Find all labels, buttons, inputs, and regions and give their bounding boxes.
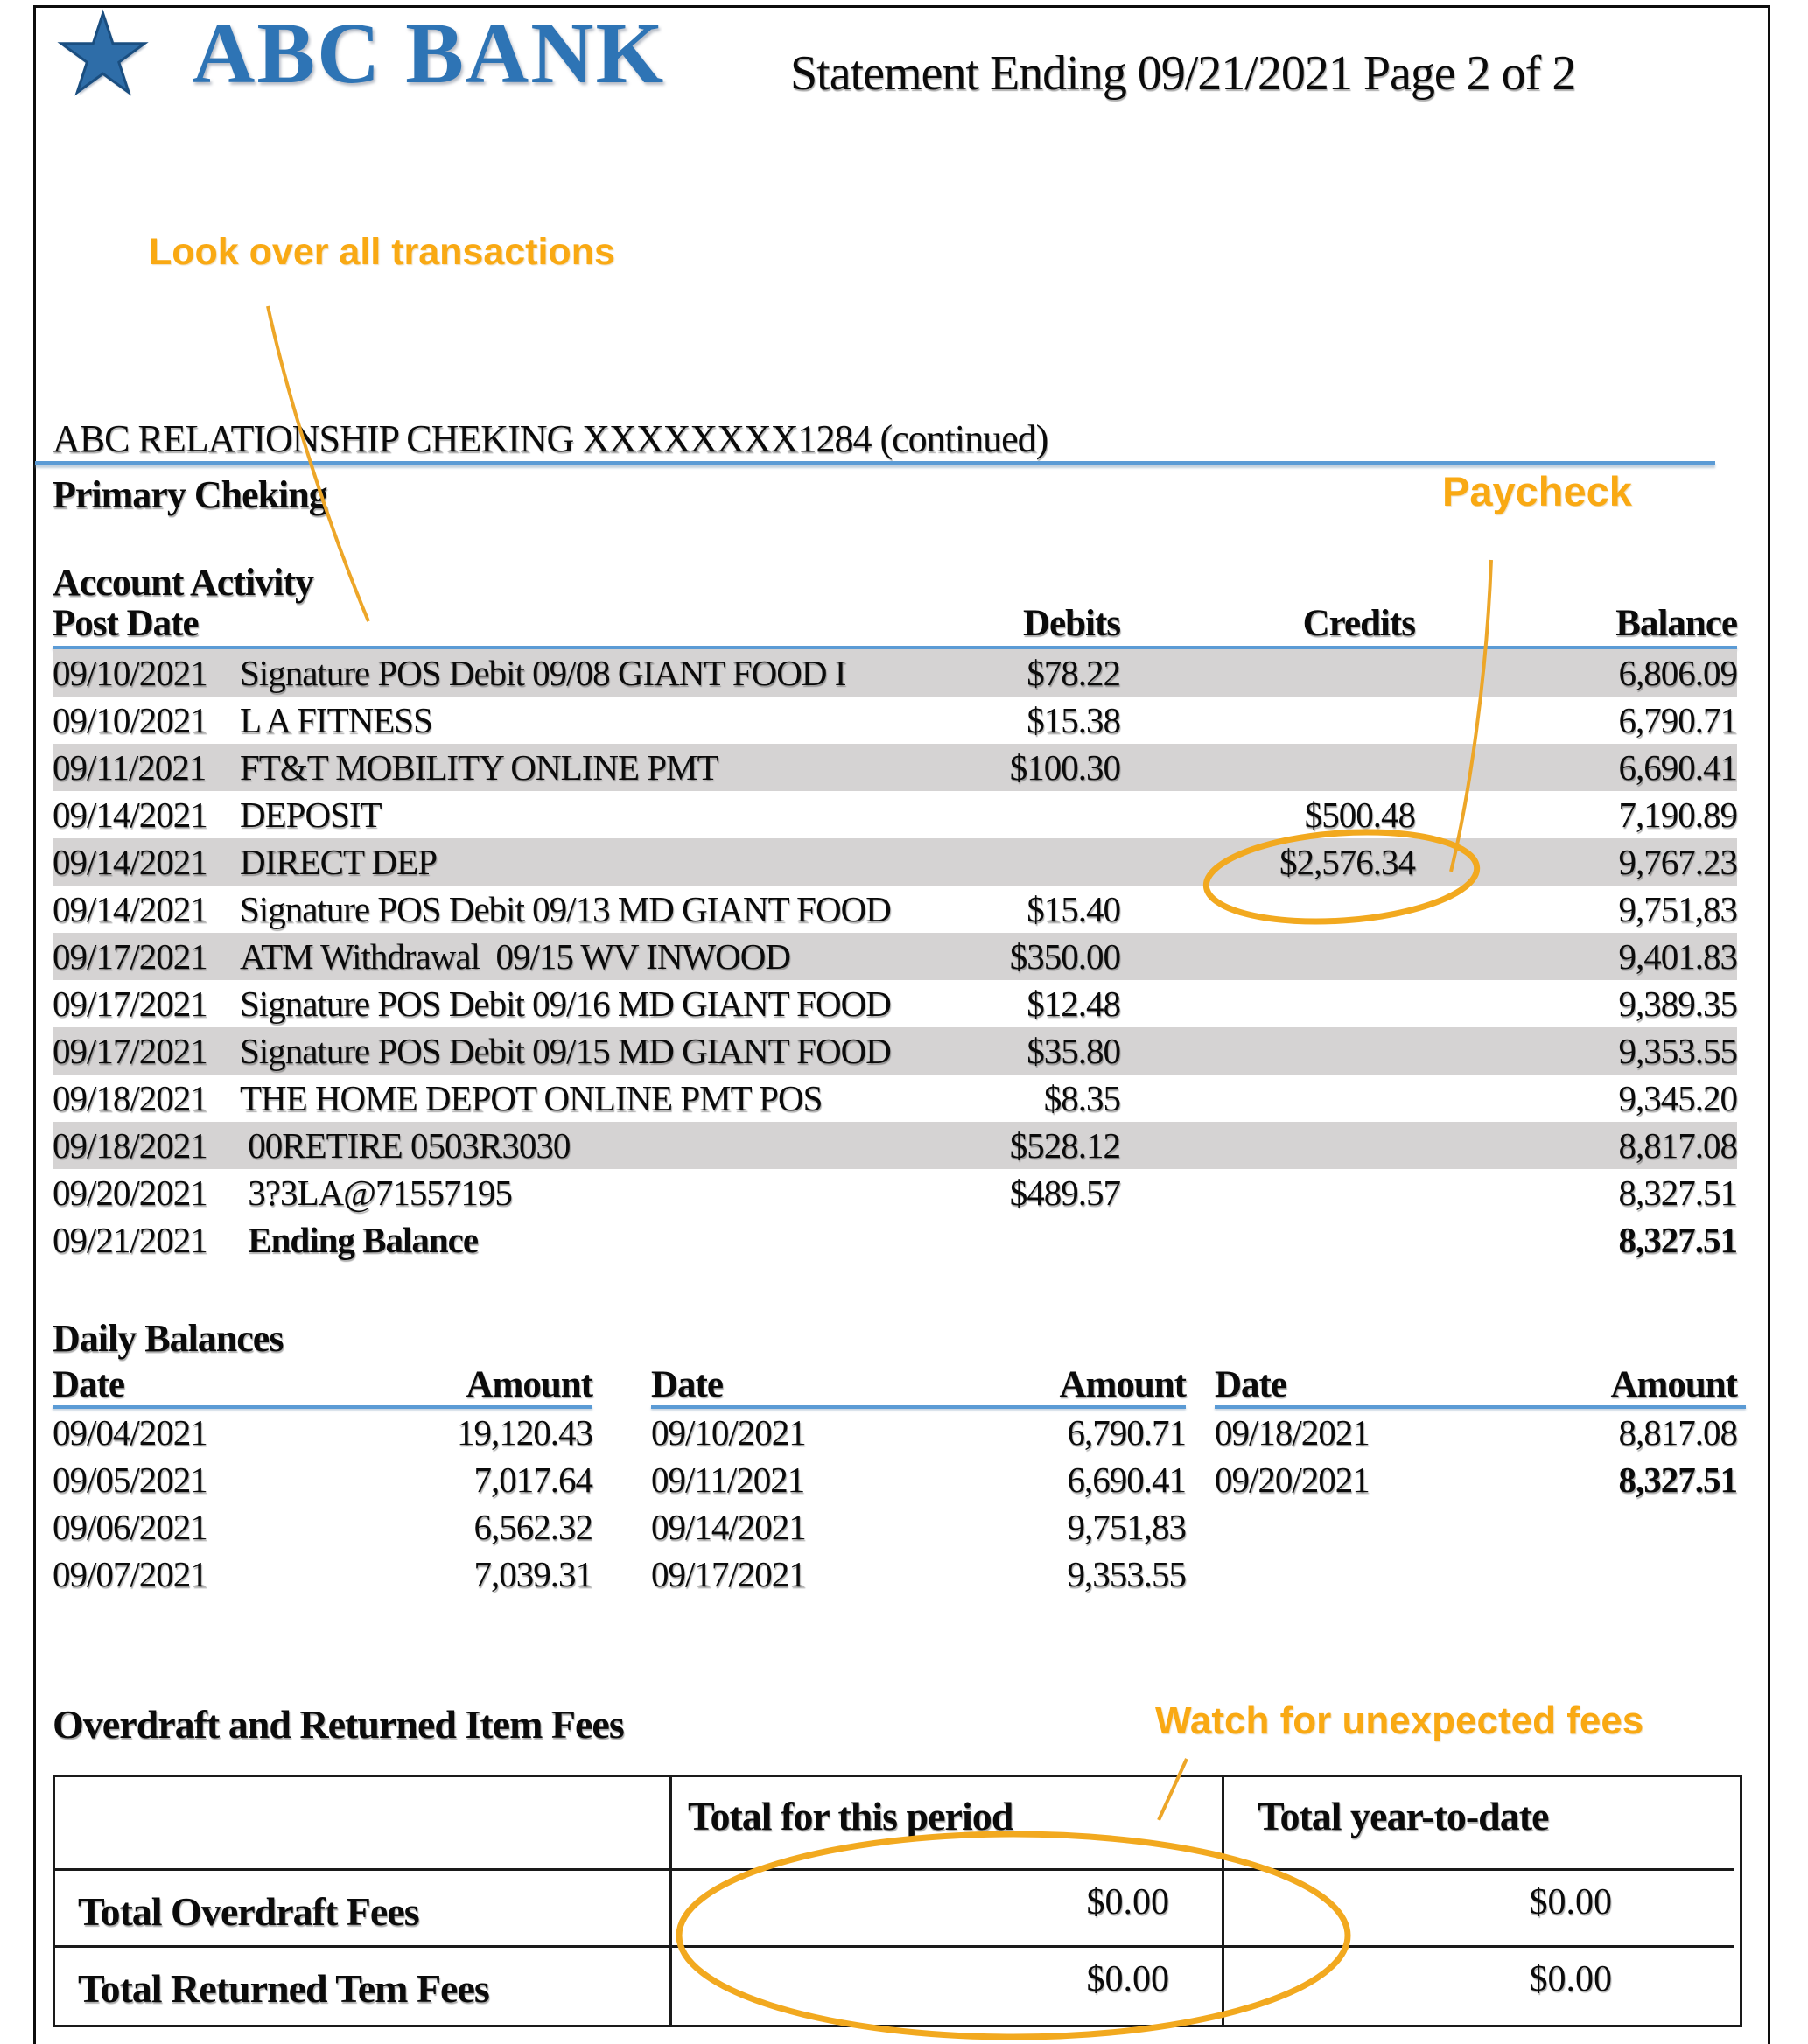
fees-table [53, 1774, 1742, 2027]
fees-header-empty [55, 1777, 669, 1868]
db-cell-date: 09/05/2021 [53, 1460, 207, 1500]
daily-balances-title: Daily Balances [53, 1317, 284, 1360]
table-row [53, 933, 1737, 980]
cell-balance: 6,790.71 [1618, 700, 1737, 740]
table-row [53, 886, 1737, 933]
db-cell-date: 09/14/2021 [651, 1507, 806, 1547]
cell-balance: 6,806.09 [1618, 653, 1737, 693]
activity-rows [53, 649, 1737, 1264]
fees-header-period: Total for this period [669, 1777, 1222, 1868]
db-cell-amount: 7,039.31 [473, 1554, 592, 1594]
cell-credits: $2,576.34 [1279, 842, 1415, 882]
cell-description: DIRECT DEP [240, 842, 438, 882]
table-row [53, 1074, 1737, 1122]
cell-debits: $12.48 [1027, 984, 1120, 1024]
daily-balances-header-row [53, 1365, 1737, 1405]
db-cell-date: 09/18/2021 [1215, 1412, 1370, 1452]
daily-balances-table [53, 1365, 1737, 1598]
cell-post-date: 09/10/2021 [53, 653, 207, 693]
cell-balance: 7,190.89 [1618, 794, 1737, 835]
cell-description: Signature POS Debit 09/16 MD GIANT FOOD [240, 984, 891, 1024]
cell-debits: $350.00 [1009, 936, 1120, 976]
db-cell-amount: 6,690.41 [1067, 1460, 1186, 1500]
db-cell-date: 09/06/2021 [53, 1507, 207, 1547]
cell-description: 00RETIRE 0503R3030 [240, 1125, 571, 1166]
cell-debits: $489.57 [1009, 1172, 1120, 1213]
statement-title: Statement Ending 09/21/2021 Page 2 of 2 [790, 46, 1576, 101]
daily-balance-row [53, 1503, 1737, 1550]
fees-row-ytd-value: $0.00 [1222, 1945, 1734, 2025]
cell-description: Signature POS Debit 09/08 GIANT FOOD I [240, 653, 846, 693]
account-divider-rule [35, 461, 1715, 466]
cell-post-date: 09/11/2021 [53, 747, 207, 788]
annotation-fees: Watch for unexpected fees [1155, 1699, 1644, 1742]
db-header-date-1: Date [53, 1364, 124, 1405]
fees-row-period-value: $0.00 [669, 1868, 1222, 1945]
fees-row-ytd-value: $0.00 [1222, 1868, 1734, 1945]
table-row [53, 1122, 1737, 1169]
fees-title: Overdraft and Returned Item Fees [53, 1702, 624, 1746]
cell-debits: $15.38 [1027, 700, 1120, 740]
cell-description: L A FITNESS [240, 700, 432, 740]
cell-post-date: 09/18/2021 [53, 1125, 207, 1166]
cell-description: Ending Balance [240, 1220, 479, 1260]
table-row [53, 696, 1737, 744]
table-row [53, 744, 1737, 791]
daily-balance-row [53, 1550, 1737, 1598]
db-cell-amount: 8,327.51 [1618, 1460, 1737, 1500]
cell-description: FT&T MOBILITY ONLINE PMT [240, 747, 718, 788]
cell-description: Signature POS Debit 09/15 MD GIANT FOOD [240, 1031, 891, 1071]
column-header-balance: Balance [1615, 603, 1737, 644]
db-cell-date: 09/11/2021 [651, 1460, 805, 1500]
cell-debits: $15.40 [1027, 889, 1120, 929]
table-row [53, 791, 1737, 838]
db-cell-date: 09/20/2021 [1215, 1460, 1370, 1500]
cell-balance: 9,353.55 [1618, 1031, 1737, 1071]
cell-post-date: 09/17/2021 [53, 984, 207, 1024]
db-cell-date: 09/17/2021 [651, 1554, 806, 1594]
star-icon: ★ [54, 0, 152, 116]
cell-post-date: 09/14/2021 [53, 794, 207, 835]
cell-post-date: 09/10/2021 [53, 700, 207, 740]
fees-row-label: Total Returned Tem Fees [55, 1945, 669, 2025]
activity-header-row [53, 603, 1737, 644]
db-cell-date: 09/07/2021 [53, 1554, 207, 1594]
cell-post-date: 09/14/2021 [53, 842, 207, 882]
fees-row-label: Total Overdraft Fees [55, 1868, 669, 1945]
db-cell-amount: 9,751,83 [1067, 1507, 1186, 1547]
db-cell-amount: 6,790.71 [1067, 1412, 1186, 1452]
cell-credits: $500.48 [1304, 794, 1415, 835]
cell-debits: $100.30 [1009, 747, 1120, 788]
cell-balance: 6,690.41 [1618, 747, 1737, 788]
cell-post-date: 09/17/2021 [53, 1031, 207, 1071]
cell-debits: $528.12 [1009, 1125, 1120, 1166]
account-subheading: Primary Cheking [53, 473, 327, 516]
db-cell-amount: 6,562.32 [473, 1507, 592, 1547]
account-heading: ABC RELATIONSHIP CHEKING XXXXXXXX1284 (continued) [53, 417, 1048, 460]
table-row [53, 1027, 1737, 1074]
db-cell-amount: 19,120.43 [457, 1412, 592, 1452]
db-cell-date: 09/04/2021 [53, 1412, 207, 1452]
cell-balance: 8,817.08 [1618, 1125, 1737, 1166]
cell-description: 3?3LA@71557195 [240, 1172, 512, 1213]
fees-header-ytd: Total year-to-date [1222, 1777, 1734, 1868]
cell-post-date: 09/20/2021 [53, 1172, 207, 1213]
daily-balance-row [53, 1409, 1737, 1456]
cell-post-date: 09/21/2021 [53, 1220, 207, 1260]
cell-debits: $8.35 [1043, 1078, 1120, 1118]
cell-post-date: 09/17/2021 [53, 936, 207, 976]
daily-balances-rows [53, 1409, 1737, 1598]
db-header-date-2: Date [651, 1364, 723, 1405]
db-cell-amount: 9,353.55 [1067, 1554, 1186, 1594]
db-cell-date: 09/10/2021 [651, 1412, 806, 1452]
fees-row-period-value: $0.00 [669, 1945, 1222, 2025]
bank-name: ABC BANK [192, 4, 666, 102]
table-row [53, 980, 1737, 1027]
cell-balance: 9,751,83 [1618, 889, 1737, 929]
table-row [53, 838, 1737, 886]
daily-balance-row [53, 1456, 1737, 1503]
cell-post-date: 09/14/2021 [53, 889, 207, 929]
cell-balance: 8,327.51 [1618, 1220, 1737, 1260]
bank-logo [54, 0, 666, 116]
activity-title: Account Activity [53, 561, 314, 604]
activity-table [53, 603, 1737, 1264]
db-header-amount-2: Amount [1059, 1364, 1186, 1405]
cell-description: DEPOSIT [240, 794, 382, 835]
cell-description: THE HOME DEPOT ONLINE PMT POS [240, 1078, 823, 1118]
cell-description: ATM Withdrawal 09/15 WV INWOOD [240, 936, 790, 976]
cell-balance: 9,401.83 [1618, 936, 1737, 976]
column-header-post-date: Post Date [53, 603, 199, 644]
db-cell-amount: 7,017.64 [473, 1460, 592, 1500]
annotation-transactions: Look over all transactions [149, 231, 615, 273]
cell-description: Signature POS Debit 09/13 MD GIANT FOOD [240, 889, 891, 929]
db-header-date-3: Date [1215, 1364, 1286, 1405]
cell-post-date: 09/18/2021 [53, 1078, 207, 1118]
column-header-credits: Credits [1302, 603, 1415, 644]
db-header-amount-1: Amount [466, 1364, 592, 1405]
db-cell-amount: 8,817.08 [1618, 1412, 1737, 1452]
cell-balance: 9,389.35 [1618, 984, 1737, 1024]
db-header-amount-3: Amount [1610, 1364, 1737, 1405]
cell-balance: 8,327.51 [1618, 1172, 1737, 1213]
cell-debits: $78.22 [1027, 653, 1120, 693]
cell-balance: 9,767.23 [1618, 842, 1737, 882]
table-row [53, 649, 1737, 696]
column-header-debits: Debits [1022, 603, 1120, 644]
table-row [53, 1216, 1737, 1264]
annotation-paycheck: Paycheck [1442, 468, 1632, 514]
table-row [53, 1169, 1737, 1216]
cell-debits: $35.80 [1027, 1031, 1120, 1071]
cell-balance: 9,345.20 [1618, 1078, 1737, 1118]
